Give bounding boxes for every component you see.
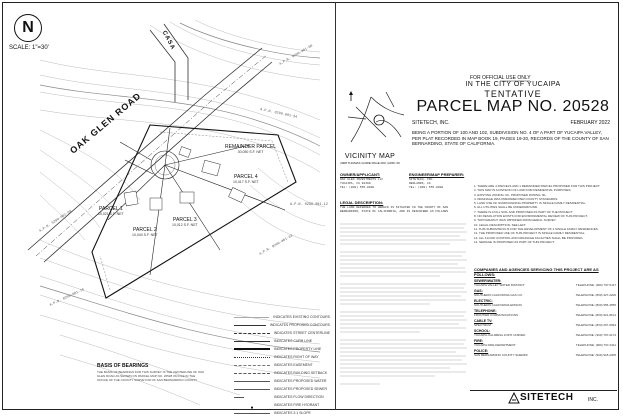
parcel-name: PARCEL 3 [173, 217, 197, 223]
note-item: 10. LEGAL DESCRIPTION: SEE LEFT. [474, 222, 527, 227]
agency-name: SOUTHERN CALIFORNIA EDISON [474, 303, 522, 307]
vicinity-subtitle: 2008 THOMAS GUIDE PAGE 000, GRID: 00 [340, 161, 400, 165]
legend-row [234, 369, 330, 377]
note-item: 13. ALL FLOOD CONTROL AND DRAINAGE FACILITIES SHALL BE PROVIDED. [474, 235, 584, 240]
legend-text: INDICATES PROPERTY LINE [274, 347, 322, 351]
basis-of-bearings-text: THE BASIS OF BEARINGS FOR THIS SURVEY IS THE CENTERLINE OF OAK GLEN ROAD AS SHOWN ON PARCEL MAP NO. 20528 ON FILE IN THE OFFICE OF THE COUNTY SURVEYOR OF SAN BERNARDINO COUNTY [97, 370, 205, 382]
parcel-area: 10,417 S.F. NET [233, 180, 259, 184]
agency-category: GAS: [474, 289, 483, 293]
map-title: PARCEL MAP NO. 20528 [416, 98, 610, 115]
legal-description-body [340, 222, 470, 390]
agency-contact: TELEPHONE: (909) 797-2311 [575, 343, 616, 347]
legend-text: INDICATES EXISTING CONTOURS [273, 315, 330, 319]
legend-text: INDICATES CURB LINE [274, 339, 313, 343]
legend-row [234, 361, 330, 369]
agency-contact: TELEPHONE: (800) 655-4555 [575, 303, 616, 307]
tentative-line: TENTATIVE [484, 89, 542, 99]
agency-contact: TELEPHONE: (909) 797-5117 [575, 283, 616, 287]
legend-row [234, 409, 330, 417]
map-scale: SCALE: 1"=30' [9, 45, 49, 51]
agency-name: YUCAIPA-CALIMESA JOINT UNIFIED [474, 333, 526, 337]
legend-text: INDICATES 2:1 SLOPE [274, 411, 311, 415]
parcel-label-remainder [225, 145, 276, 155]
company-date-line [412, 120, 610, 126]
building-pads [124, 147, 245, 210]
legend-row: ● INDICATES FIRE HYDRANT [250, 403, 320, 411]
agency-contact: TELEPHONE: (800) 427-2200 [575, 293, 616, 297]
note-item: 7. THERE IS A FILL SOIL AND PROPOSED AS PART OF THE PROJECT. [474, 209, 574, 214]
parcel-name: PARCEL 4 [234, 174, 258, 180]
agency-name: YUCAIPA FIRE DEPARTMENT [474, 343, 516, 347]
agency-contact: TELEPHONE: (909) 918-2305 [575, 353, 616, 357]
parcel-area: 10,040 S.F. NET [132, 233, 158, 237]
company-name: SITETECH, INC. [412, 120, 450, 126]
agency-name: SAN BERNARDINO COUNTY SHERIFF [474, 353, 529, 357]
svg-text:A.P.N. 0299-081-34: A.P.N. 0299-081-34 [259, 108, 298, 120]
vicinity-map [346, 87, 406, 147]
agency-row [474, 323, 616, 327]
official-use-label: FOR OFFICIAL USE ONLY [470, 75, 531, 81]
agency-name: SOUTHERN CALIFORNIA GAS CO. [474, 293, 523, 297]
legal-text: THE LAND REFERRED TO HEREIN IS SITUATED IN THE COUNTY OF SAN BERNARDINO, STATE OF CALIFORNIA, AND IS DESCRIBED AS FOLLOWS [340, 206, 449, 213]
road-label-oak-glen: OAK GLEN ROAD [68, 90, 143, 156]
svg-text:A.P.N. 0299-081-10: A.P.N. 0299-081-10 [49, 288, 86, 308]
legend-text: INDICATES BUILDING SETBACK [274, 371, 328, 375]
title-block-logo: SITETECH [520, 392, 574, 403]
legend-row [234, 313, 330, 321]
parcel-name: PARCEL 1 [99, 206, 123, 212]
legend-text: INDICATES FLOW DIRECTION [274, 395, 324, 399]
agency-category: FIRE: [474, 339, 484, 343]
engineer-text: SITETECH, INC. REDLANDS, CA TEL: (909) 555-0000 [409, 178, 444, 189]
parcel-label-1 [98, 207, 124, 217]
note-item: 12. THE PROPOSED USE OF THIS PROJECT IS SINGLE FAMILY RESIDENTIAL. [474, 231, 586, 236]
agency-row [474, 313, 616, 317]
agency-category: POLICE: [474, 349, 489, 353]
svg-text:A.P.N. 0299-081-09: A.P.N. 0299-081-09 [38, 209, 73, 234]
parcel-label-2 [132, 228, 158, 238]
agency-row [474, 293, 616, 297]
note-item: 4. DRAINAGE WAS PREPARED PER COUNTY STANDARDS. [474, 196, 559, 201]
map-description: BEING A PORTION OF 100 AND 102, SUBDIVISION NO. 4 OF A PART OF YUCAIPA VALLEY, PER PLAT RECORDED IN MAP BOOK 19, PAGES 19-20, RECORDS OF THE COUNTY OF SAN BERNARDINO, STATE OF CALIFORNIA. [412, 130, 609, 146]
legend-text: INDICATES PROPOSED CONTOURS [269, 323, 330, 327]
note-item: 2. THIS MAP IS A DIVISION OF LAND FOR RESIDENTIAL PURPOSES. [474, 188, 572, 193]
legend-row [234, 345, 330, 353]
parcel-area: 10,021 S.F. NET [98, 212, 124, 216]
note-item: 11. THIS SUBDIVISION IS FOR THE DEVELOPMENT OF 4 SINGLE FAMILY RESIDENCES. [474, 226, 599, 231]
parcel-area: 30,050 S.F. NET [237, 150, 264, 154]
svg-text:A.P.N. 0299-081-33: A.P.N. 0299-081-33 [259, 234, 294, 257]
parcel-name: REMAINDER PARCEL [225, 144, 277, 150]
map-date: FEBRUARY 2022 [570, 120, 610, 126]
parcel-label-4 [233, 175, 259, 185]
legend-row [234, 321, 330, 329]
sitetech-logo-icon [508, 392, 520, 404]
vicinity-title: VICINITY MAP [344, 153, 396, 160]
general-notes [474, 184, 616, 244]
agency-row [474, 303, 616, 307]
north-label: N [22, 19, 34, 36]
map-legend [234, 313, 330, 417]
north-arrow [14, 14, 42, 42]
agency-row [474, 333, 616, 337]
agency-category: SCHOOL: [474, 329, 491, 333]
legend-text: INDICATES PROPOSED SEWER [274, 387, 328, 391]
agency-category: TELEPHONE: [474, 309, 497, 313]
agency-name: FRONTIER COMMUNICATIONS [474, 313, 518, 317]
parcel-area: 10,012 S.F. NET [172, 223, 198, 227]
legend-row [234, 337, 330, 345]
legend-text: INDICATES STREET CENTERLINE [273, 331, 330, 335]
note-item: 9. TOPOGRAPHY WAS OBTAINED FROM AERIAL SURVEY. [474, 218, 557, 223]
title-block-inc: INC. [588, 397, 598, 403]
svg-text:A.P.N. 0299-081-08: A.P.N. 0299-081-08 [279, 44, 314, 67]
agencies-list [474, 267, 616, 357]
agencies-heading: COMPANIES AND AGENCIES SERVICING THIS PROJECT ARE AS FOLLOWS: [474, 267, 599, 277]
svg-text:A.P.N. 0299-081-12: A.P.N. 0299-081-12 [290, 203, 328, 207]
agency-row [474, 343, 616, 347]
road-label-casa: CASA [160, 30, 176, 52]
note-item: 8. NO RESOLUTION EXISTS FOR ENVIRONMENTAL REVIEW OF THIS PROJECT. [474, 214, 588, 219]
city-line: IN THE CITY OF YUCAIPA [465, 81, 561, 88]
engineer-heading: ENGINEER/MAP PREPARER: [409, 172, 465, 177]
note-item: 14. SEWAGE IS PROPOSED AS PART OF THIS PROJECT. [474, 239, 555, 244]
note-item: 3. EXISTING ZONING: RL. PROPOSED ZONING: RL. [474, 192, 547, 197]
legend-row [234, 377, 330, 385]
note-item: 5. LAND USE OF SURROUNDING PROPERTY IS SINGLE FAMILY RESIDENTIAL. [474, 201, 587, 206]
legend-text: INDICATES EASEMENT [274, 363, 313, 367]
owner-text: OAK GLEN INVESTMENTS LLC YUCAIPA, CA 92399 TEL: (909) 555-0000 [340, 178, 384, 189]
agency-contact: TELEPHONE: (800) 921-8101 [575, 313, 616, 317]
legend-row [234, 385, 330, 393]
parcel-label-3 [172, 218, 198, 228]
legal-heading: LEGAL DESCRIPTION: [340, 200, 384, 205]
agency-category: ELECTRIC: [474, 299, 493, 303]
note-item: 1. THERE ARE 4 PARCELS AND 1 REMAINDER PARCEL PROPOSED FOR THIS PROJECT. [474, 184, 601, 188]
legend-text: INDICATES FIRE HYDRANT [274, 403, 320, 407]
legend-text: INDICATES RIGHT OF WAY [274, 355, 319, 359]
basis-of-bearings-title: BASIS OF BEARINGS [97, 363, 149, 369]
legend-text: INDICATES PROPOSED WATER [274, 379, 327, 383]
agency-row [474, 283, 616, 287]
agency-category: CABLE TV: [474, 319, 493, 323]
agency-name: YUCAIPA VALLEY WATER DISTRICT [474, 283, 525, 287]
agency-contact: TELEPHONE: (909) 797-0174 [575, 333, 616, 337]
agency-category: SEWER/WATER: [474, 279, 502, 283]
agency-contact: TELEPHONE: (833) 267-6094 [575, 323, 616, 327]
legend-row [234, 353, 330, 361]
site-marker [374, 115, 384, 125]
parcel-name: PARCEL 2 [133, 227, 157, 233]
owner-heading: OWNER/APPLICANT: [340, 172, 381, 177]
note-item: 6. ALL UTILITIES SHALL BE UNDERGROUND. [474, 205, 538, 210]
agency-name: SPECTRUM [474, 323, 491, 327]
agency-row [474, 353, 616, 357]
legend-row [234, 393, 330, 401]
legend-row [234, 329, 330, 337]
